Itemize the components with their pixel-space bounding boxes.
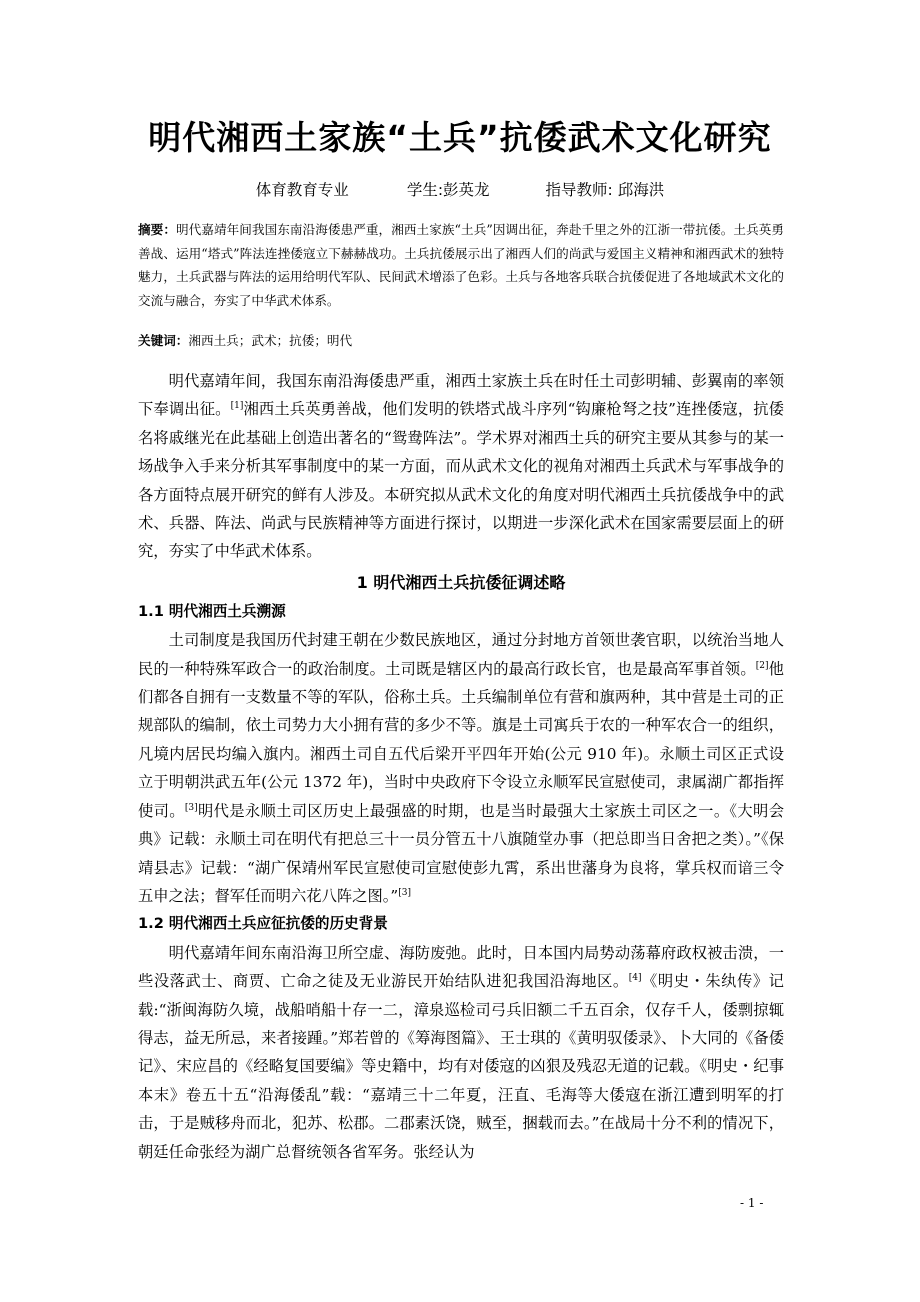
- intro-text-1: 明代嘉靖年间，我国东南沿海倭患严重，湘西土家族土兵在时任土司彭明辅、彭翼南的率领下奉调出征。: [138, 372, 784, 419]
- para-1-2-text-2: 《明史・朱纨传》记载:“浙闽海防久境，战船哨船十存一二，漳泉巡检司弓兵旧额二千五百余，仅存千人，倭剽掠辄得志，益无所忌，来者接踵。”郑若曾的《筹海图篇》、王士琪的《黄明驭倭录》、卜大同的《备倭记》、宋应昌的《经略复国要编》等史籍中，均有对倭寇的凶狠及残忍无道的记载。《明史・纪事本末》卷五十五“沿海倭乱”载：“嘉靖三十二年夏，汪直、毛海等大倭寇在浙江遭到明军的打击，于是贼移舟而北，犯苏、松郡。二郡素沃饶，贼至，捆载而去。”在战局十分不利的情况下，朝廷任命张经为湖广总督统领各省军务。张经认为: [138, 972, 784, 1161]
- keywords-text: 湘西土兵；武术；抗倭；明代: [188, 333, 353, 348]
- body-text: [138, 367, 784, 1166]
- paragraph-1-1: [138, 626, 784, 910]
- page-number: - 1 -: [740, 1196, 764, 1210]
- keywords: [138, 329, 784, 353]
- intro-paragraph: [138, 367, 784, 566]
- subsection-heading-1-2: 1.2 明代湘西土兵应征抗倭的历史背景: [138, 915, 388, 933]
- author-line: [0, 178, 920, 200]
- intro-text-2: 湘西土兵英勇善战，他们发明的铁塔式战斗序列“钩廉枪弩之技”连挫倭寇，抗倭名将戚继光在此基础上创造出著名的“鸳鸯阵法”。学术界对湘西土兵的研究主要从其参与的某一场战争入手来分析其军事制度中的某一方面，而从武术文化的视角对湘西土兵武术与军事战争的各方面特点展开研究的鲜有人涉及。本研究拟从武术文化的角度对明代湘西土兵抗倭战争中的武术、兵器、阵法、尚武与民族精神等方面进行探讨，以期进一步深化武术在国家需要层面上的研究，夯实了中华武术体系。: [138, 400, 784, 561]
- paper-title: 明代湘西土家族“土兵”抗倭武术文化研究: [148, 118, 772, 157]
- citation-ref: [2]: [755, 660, 769, 671]
- para-1-1-text-1: 土司制度是我国历代封建王朝在少数民族地区，通过分封地方首领世袭官职，以统治当地人民的一种特殊军政合一的政治制度。土司既是辖区内的最高行政长官，也是最高军事首领。: [138, 631, 784, 678]
- advisor-label: 指导教师: 邱海洪: [545, 181, 665, 199]
- abstract: [138, 218, 784, 312]
- keywords-label: 关键词：: [138, 333, 189, 348]
- para-1-1-text-3: 明代是永顺土司区历史上最强盛的时期，也是当时最强大土家族土司区之一。《大明会典》记载：永顺土司在明代有把总三十一员分管五十八旗随堂办事（把总即当日舍把之类）。”《保靖县志》记载：“湖广保靖州军民宣慰使司宣慰使彭九霄，系出世藩身为良将，掌兵权而谙三令五申之法；督军任而明六花八阵之图。”: [138, 801, 784, 905]
- para-1-2-text-1: 明代嘉靖年间东南沿海卫所空虚、海防废弛。此时，日本国内局势动荡幕府政权被击溃，一些没落武士、商贾、亡命之徒及无业游民开始结队进犯我国沿海地区。: [138, 943, 784, 991]
- abstract-text: 明代嘉靖年间我国东南沿海倭患严重，湘西土家族“土兵”因调出征，奔赴千里之外的江浙一带抗倭。土兵英勇善战、运用“塔式”阵法连挫倭寇立下赫赫战功。土兵抗倭展示出了湘西人们的尚武与爱国主义精神和湘西武术的独特魅力，土兵武器与阵法的运用给明代军队、民间武术增添了色彩。土兵与各地客兵联合抗倭促进了各地域武术文化的交流与融合，夯实了中华武术体系。: [138, 222, 784, 308]
- citation-ref: [4]: [628, 973, 642, 984]
- section-heading-1: 1 明代湘西土兵抗倭征调述略: [356, 572, 566, 592]
- paragraph-1-2: [138, 939, 784, 1166]
- abstract-label: 摘要：: [138, 222, 176, 237]
- citation-ref: [1]: [230, 401, 244, 412]
- para-1-1-text-2: 他们都各自拥有一支数量不等的军队，俗称土兵。土兵编制单位有营和旗两种，其中营是土司的正规部队的编制，依土司势力大小拥有营的多少不等。旗是土司寓兵于农的一种军农合一的组织，凡境内居民均编入旗内。湘西土司自五代后梁开平四年开始(公元 910 年)。永顺土司区正式设立于明朝洪武五年(公元 1372 年)，当时中央政府下令设立永顺军民宣慰使司，隶属湖广都指挥使司。: [138, 659, 784, 820]
- major-label: 体育教育专业: [255, 181, 349, 199]
- citation-ref: [3]: [398, 887, 411, 898]
- student-label: 学生:彭英龙: [406, 181, 490, 199]
- subsection-heading-1-1: 1.1 明代湘西土兵溯源: [138, 602, 286, 620]
- citation-ref: [3]: [184, 802, 198, 813]
